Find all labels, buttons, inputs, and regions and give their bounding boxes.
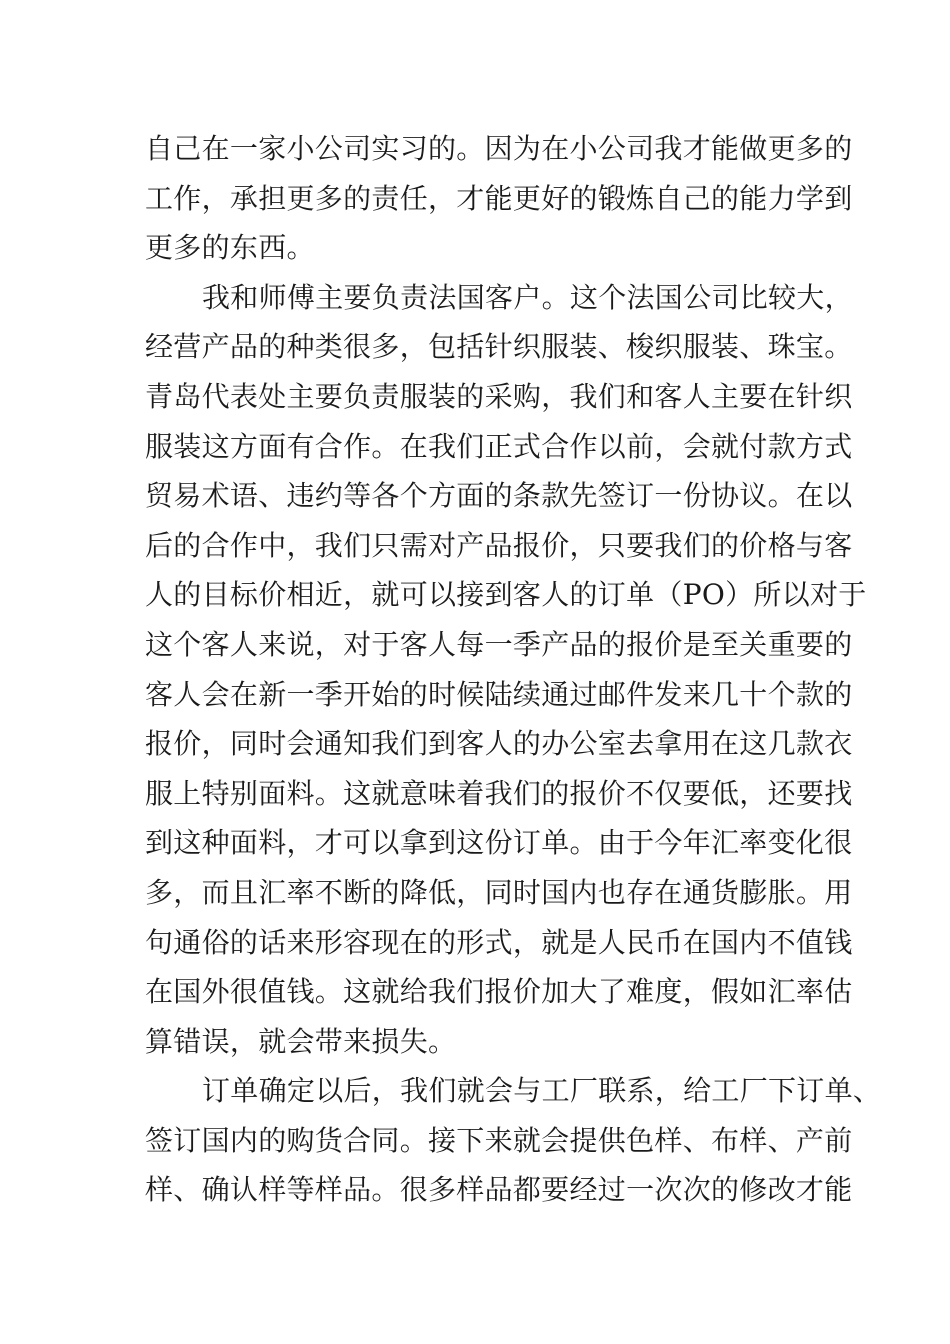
text-line: 多，而且汇率不断的降低，同时国内也存在通货膨胀。用 [145, 875, 853, 909]
body-text [145, 124, 882, 1215]
paragraph-first-line: 我和师傅主要负责法国客户。这个法国公司比较大， [202, 280, 853, 314]
paragraph-first-line: 订单确定以后，我们就会与工厂联系，给工厂下订单、 [202, 1074, 882, 1108]
text-line: 贸易术语、违约等各个方面的条款先签订一份协议。在以 [145, 479, 853, 513]
text-line: 样、确认样等样品。很多样品都要经过一次次的修改才能 [145, 1173, 853, 1207]
text-line: 这个客人来说，对于客人每一季产品的报价是至关重要的 [145, 627, 853, 661]
text-line: 客人会在新一季开始的时候陆续通过邮件发来几十个款的 [145, 677, 853, 711]
text-line: 后的合作中，我们只需对产品报价，只要我们的价格与客 [145, 528, 853, 562]
text-line: 句通俗的话来形容现在的形式，就是人民币在国内不值钱 [145, 925, 853, 959]
text-line: 经营产品的种类很多，包括针织服装、梭织服装、珠宝。 [145, 330, 853, 364]
text-line: 工作，承担更多的责任，才能更好的锻炼自己的能力学到 [145, 181, 853, 215]
text-line: 到这种面料，才可以拿到这份订单。由于今年汇率变化很 [145, 826, 853, 860]
text-line: 青岛代表处主要负责服装的采购，我们和客人主要在针织 [145, 379, 853, 413]
text-line: 算错误，就会带来损失。 [145, 1024, 457, 1058]
text-line: 报价，同时会通知我们到客人的办公室去拿用在这几款衣 [145, 727, 853, 761]
text-line: 服装这方面有合作。在我们正式合作以前，会就付款方式 [145, 429, 853, 463]
text-line: 自己在一家小公司实习的。因为在小公司我才能做更多的 [145, 132, 853, 165]
text-line: 服上特别面料。这就意味着我们的报价不仅要低，还要找 [145, 776, 853, 810]
text-line: 签订国内的购货合同。接下来就会提供色样、布样、产前 [145, 1123, 853, 1157]
text-line: 人的目标价相近，就可以接到客人的订单（PO）所以对于 [145, 578, 867, 612]
text-line: 更多的东西。 [145, 231, 315, 265]
text-line: 在国外很值钱。这就给我们报价加大了难度，假如汇率估 [145, 975, 853, 1009]
